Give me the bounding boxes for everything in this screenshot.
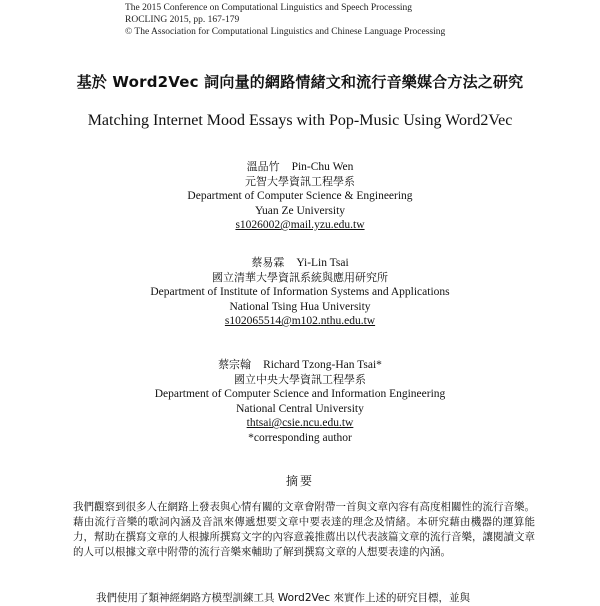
author-block-3 [0,358,600,445]
author-name-en: Richard Tzong-Han Tsai* [263,359,382,371]
conference-header [125,2,445,38]
author-affiliation-zh: 國立清華大學資訊系統與應用研究所 [212,270,388,284]
author-university: Yuan Ze University [254,204,346,217]
author-block-2 [0,256,600,329]
author-name-line [0,160,600,175]
title-english: Matching Internet Mood Essays with Pop-Music Using Word2Vec [87,112,513,129]
author-name-zh: 溫品竹 [246,160,280,173]
author-email-link[interactable]: thtsai@csie.ncu.edu.tw [246,417,354,429]
author-department: Department of Institute of Information Systems and Applications [150,286,450,298]
author-affiliation-zh: 元智大學資訊工程學系 [245,174,355,188]
author-department: Department of Computer Science and Information Engineering [154,388,446,400]
author-block-1 [0,160,600,233]
abstract-paragraph: 我們觀察到很多人在網路上發表與心情有關的文章會附帶一首與文章內容有高度相關性的流行音樂。藉由流行音樂的歌詞內涵及音訊來傳遞想要文章中要表達的理念及情緒。本研究藉由機器的運算能力，幫助在撰寫文章的人根據所撰寫文字的內容意義推薦出以代表該篇文章的流行音樂，讓閱讀文章的人可以根據文章中附帶的流行音樂來輔助了解到撰寫文章的人想要表達的內涵。 [73,501,535,558]
author-name-line [0,358,600,373]
proceedings-pages: ROCLING 2015, pp. 167-179 [125,15,240,25]
author-university: National Tsing Hua University [229,300,371,313]
author-name-zh: 蔡宗翰 [218,358,252,371]
author-name-zh: 蔡易霖 [251,256,285,269]
author-affiliation-zh: 國立中央大學資訊工程學系 [234,372,366,386]
author-name-en: Pin-Chu Wen [291,161,354,173]
author-email-link[interactable]: s1026002@mail.yzu.edu.tw [235,219,365,231]
conference-name: The 2015 Conference on Computational Linguistics and Speech Processing [125,3,413,13]
corresponding-author-note: *corresponding author [248,431,352,444]
abstract-paragraph-partial: 我們使用了類神經網路方模型訓練工具 Word2Vec 來實作上述的研究目標，並與 [96,592,470,604]
abstract-heading: 摘要 [285,474,314,488]
author-university: National Central University [236,402,364,415]
title-chinese: 基於 Word2Vec 詞向量的網路情緒文和流行音樂媒合方法之研究 [76,73,524,91]
abstract-body [73,500,535,560]
author-email-link[interactable]: s102065514@m102.nthu.edu.tw [224,315,376,327]
copyright-line: © The Association for Computational Linguistics and Chinese Language Processing [125,27,446,37]
author-name-line [0,256,600,271]
author-department: Department of Computer Science & Engineering [187,190,413,202]
author-name-en: Yi-Lin Tsai [296,257,349,269]
